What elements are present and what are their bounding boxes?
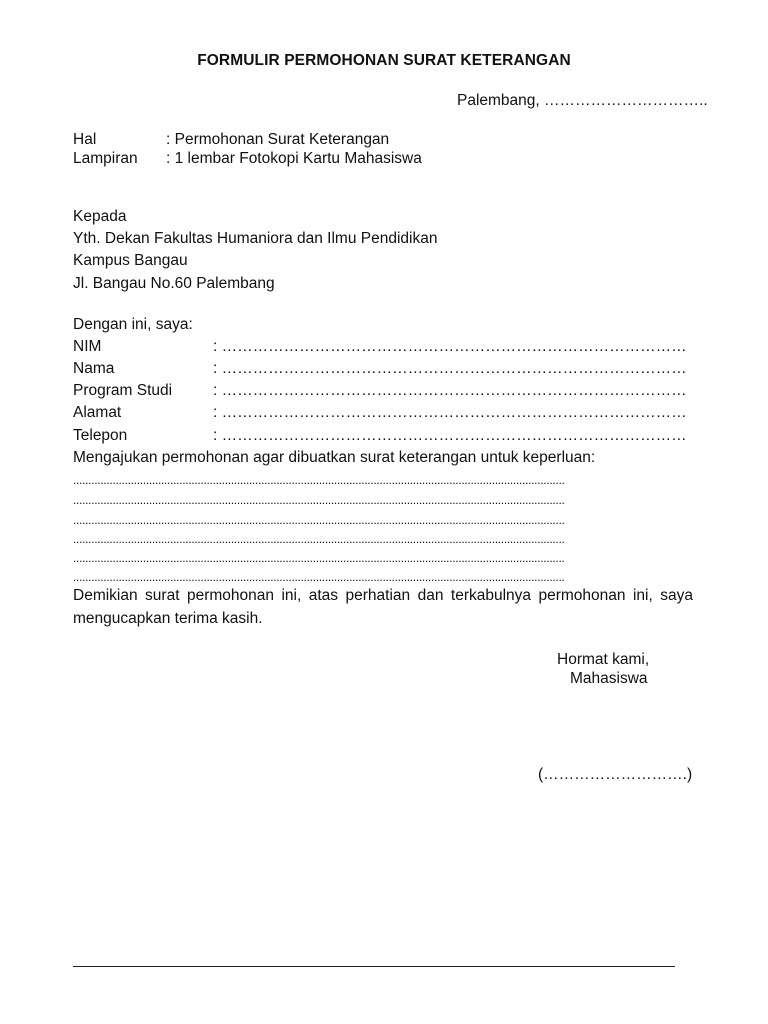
field-label-alamat: Alamat bbox=[73, 404, 122, 421]
field-value-nim: : ……………………………………………………………………………… bbox=[213, 338, 687, 355]
hal-label: Hal bbox=[73, 131, 97, 148]
field-label-nama: Nama bbox=[73, 360, 115, 377]
hal-value: : Permohonan Surat Keterangan bbox=[166, 131, 390, 148]
signature-name-placeholder: (……………………….) bbox=[538, 766, 693, 783]
closing-line-2: mengucapkan terima kasih. bbox=[73, 610, 263, 627]
recipient-line-2: Yth. Dekan Fakultas Humaniora dan Ilmu Pendidikan bbox=[73, 230, 438, 247]
purpose-line: .................................................................................................................................................................. bbox=[73, 514, 565, 526]
footer-divider bbox=[73, 966, 675, 967]
recipient-line-3: Kampus Bangau bbox=[73, 252, 188, 269]
purpose-line: .................................................................................................................................................................. bbox=[73, 571, 565, 583]
lampiran-value: : 1 lembar Fotokopi Kartu Mahasiswa bbox=[166, 150, 422, 167]
field-value-nama: : ……………………………………………………………………………… bbox=[213, 360, 687, 377]
place-date: Palembang, ………………………….. bbox=[457, 92, 708, 109]
recipient-line-1: Kepada bbox=[73, 208, 127, 225]
recipient-line-4: Jl. Bangau No.60 Palembang bbox=[73, 275, 275, 292]
field-label-telepon: Telepon bbox=[73, 427, 128, 444]
purpose-line: .................................................................................................................................................................. bbox=[73, 474, 565, 486]
purpose-line: .................................................................................................................................................................. bbox=[73, 552, 565, 564]
intro-text: Dengan ini, saya: bbox=[73, 316, 193, 333]
signature-role: Mahasiswa bbox=[570, 670, 648, 687]
field-value-alamat: : ……………………………………………………………………………… bbox=[213, 404, 687, 421]
closing-line-1: Demikian surat permohonan ini, atas perhatian dan terkabulnya permohonan ini, saya bbox=[73, 587, 693, 604]
purpose-label: Mengajukan permohonan agar dibuatkan surat keterangan untuk keperluan: bbox=[73, 449, 596, 466]
signature-greeting: Hormat kami, bbox=[557, 651, 650, 668]
field-value-telepon: : ……………………………………………………………………………… bbox=[213, 427, 687, 444]
document-title: FORMULIR PERMOHONAN SURAT KETERANGAN bbox=[197, 52, 571, 69]
lampiran-label: Lampiran bbox=[73, 150, 138, 167]
field-value-program-studi: : ……………………………………………………………………………… bbox=[213, 382, 687, 399]
purpose-line: .................................................................................................................................................................. bbox=[73, 494, 565, 506]
field-label-program-studi: Program Studi bbox=[73, 382, 173, 399]
purpose-line: .................................................................................................................................................................. bbox=[73, 533, 565, 545]
field-label-nim: NIM bbox=[73, 338, 102, 355]
